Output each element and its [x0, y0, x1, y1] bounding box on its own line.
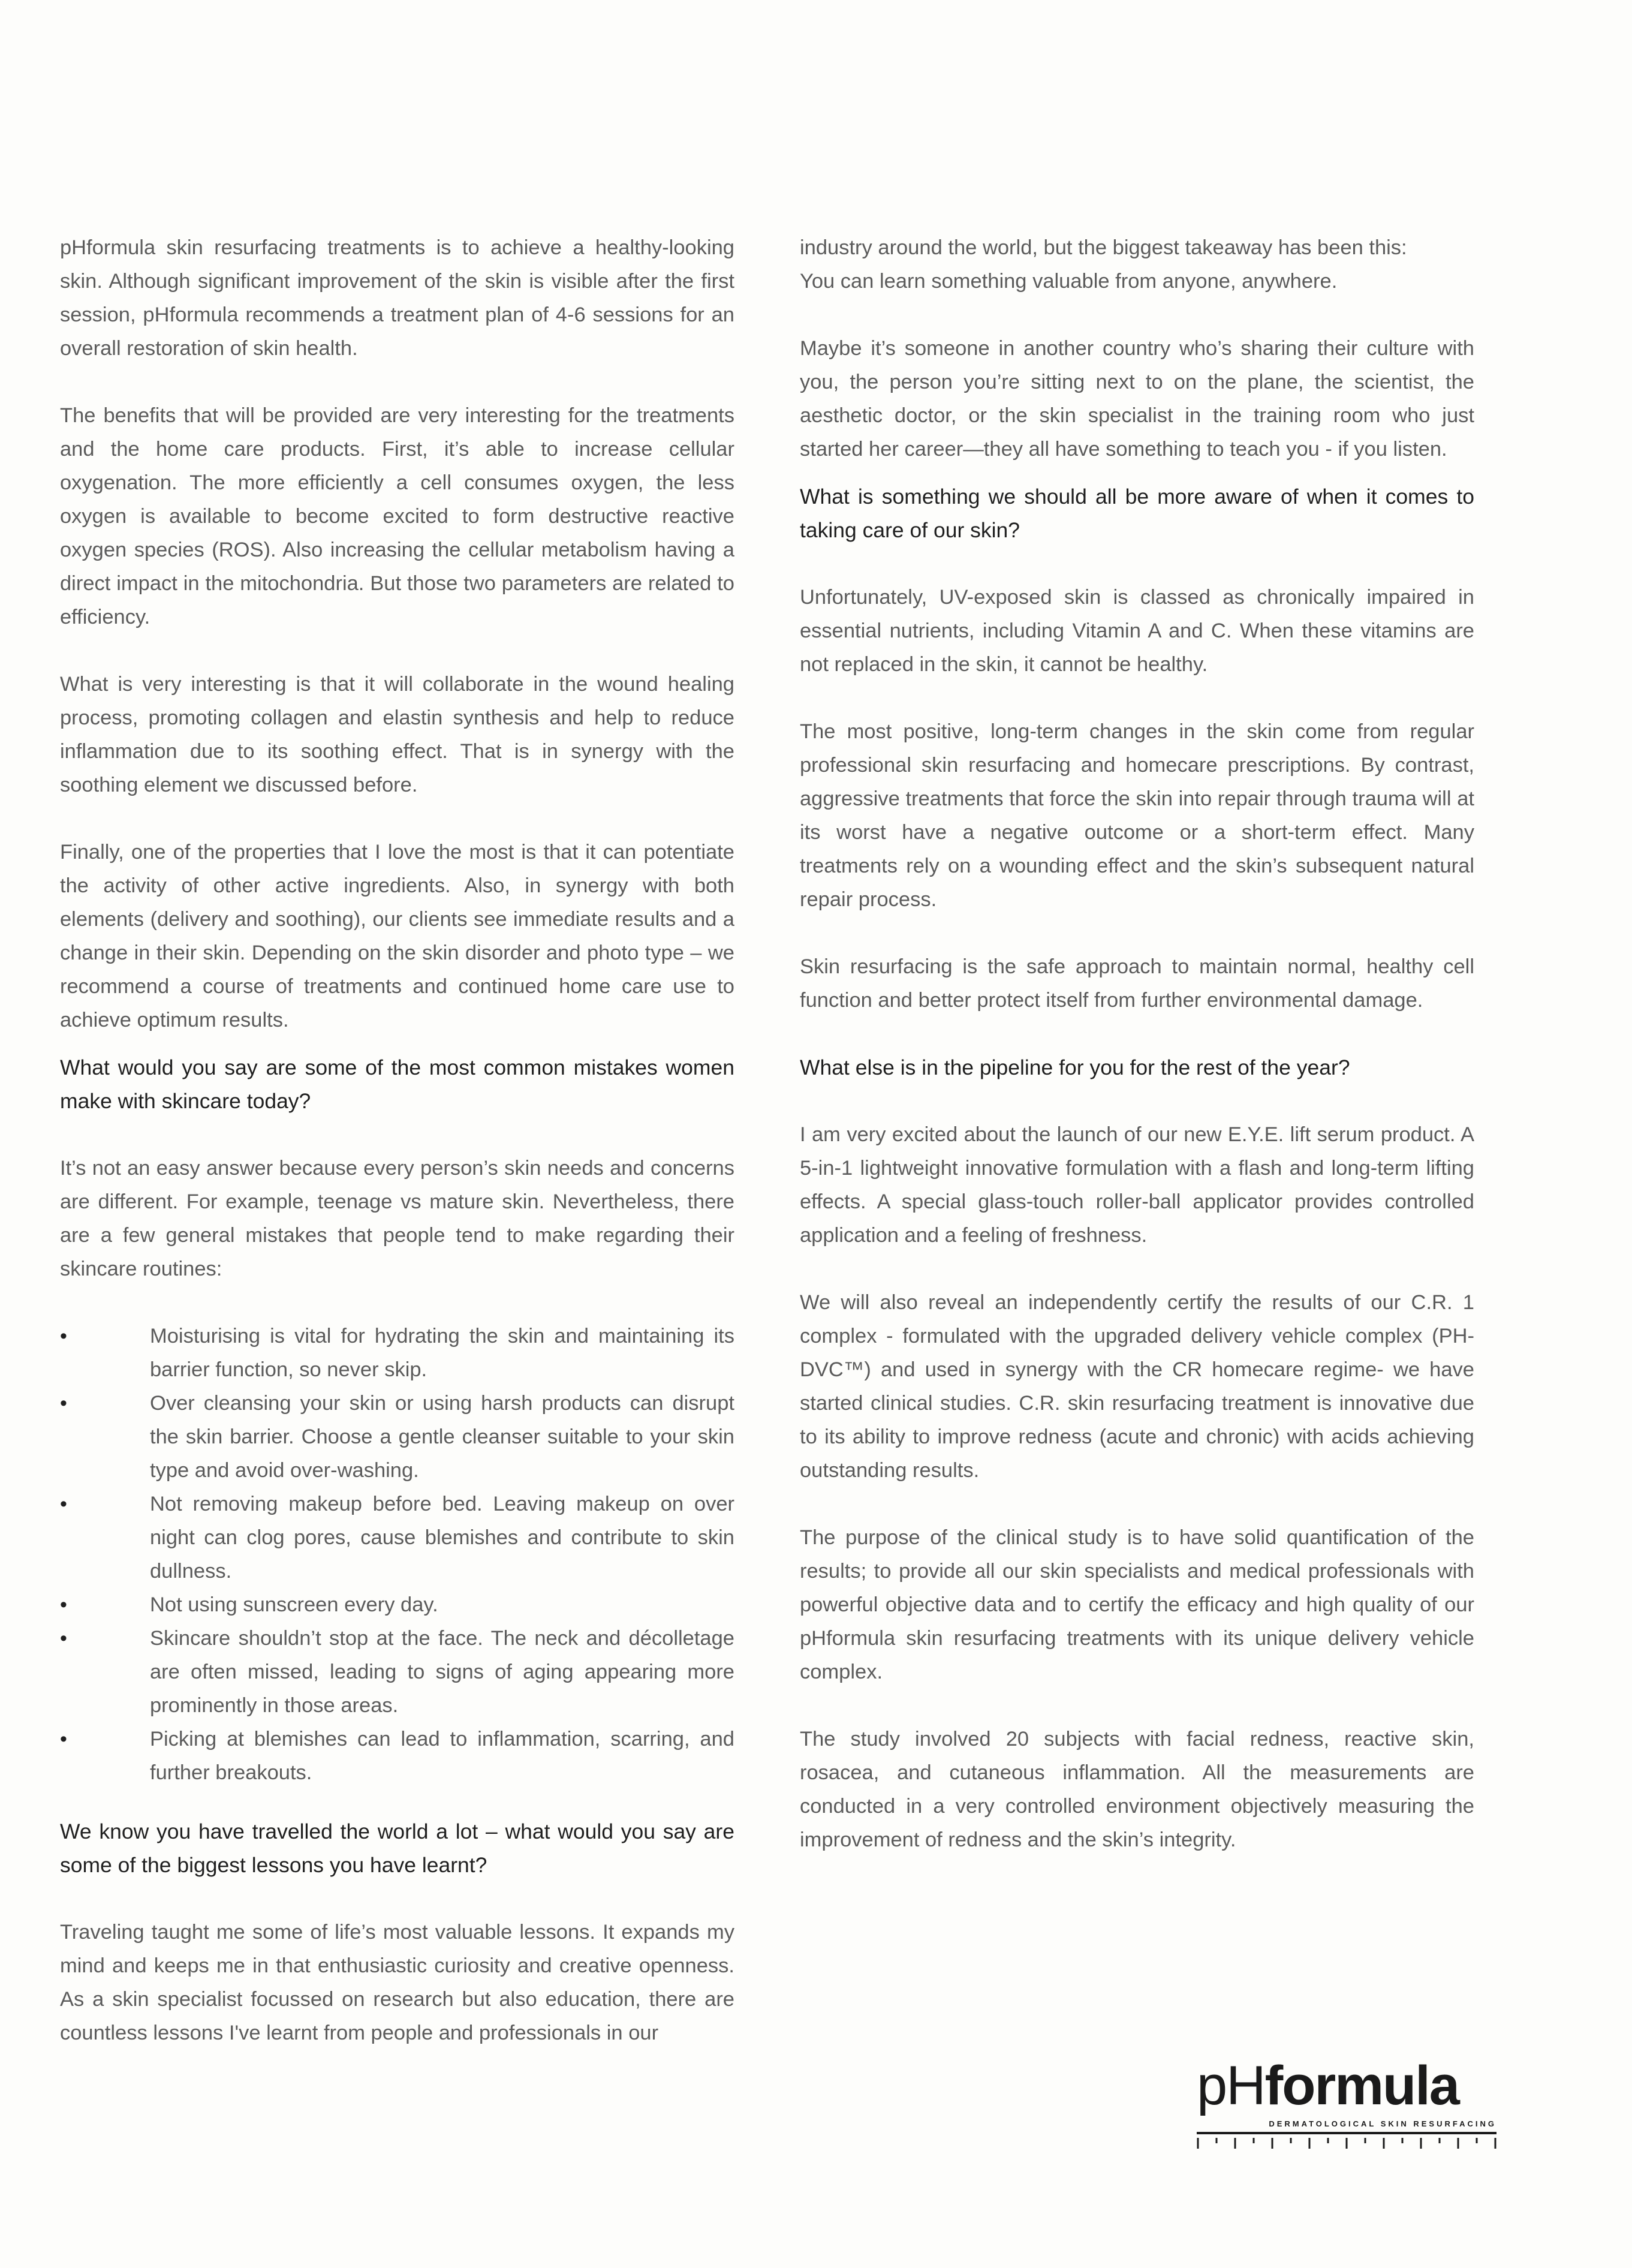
paragraph-maybe: Maybe it’s someone in another country who’s sharing their culture with you, the person you’re sitting next to on the plane, the scientist, the aesthetic doctor, or the skin specialist in the training room who just started her career—they all have something to teach you - if you listen. [800, 337, 1474, 461]
list-item-text: Moisturising is vital for hydrating the skin and maintaining its barrier function, so never skip. [150, 1325, 734, 1381]
bullet-icon: • [60, 1325, 67, 1347]
ruler-tick [1290, 2138, 1292, 2143]
intro-paragraph-3: What is very interesting is that it will collaborate in the wound healing process, promoting collagen and elastin synthesis and help to reduce inflammation due to its soothing effect. That is in synergy with the soothing element we discussed before. [60, 673, 734, 796]
list-item [60, 1622, 734, 1722]
ruler-tick [1327, 2138, 1329, 2143]
ruler-tick [1383, 2138, 1385, 2149]
list-item [60, 1487, 734, 1588]
list-item-text: Picking at blemishes can lead to inflammation, scarring, and further breakouts. [150, 1728, 734, 1784]
ruler-tick [1495, 2138, 1496, 2149]
ruler-tick [1234, 2138, 1236, 2149]
question-heading-mistakes: What would you say are some of the most common mistakes women make with skincare today? [60, 1055, 734, 1113]
list-item [60, 1319, 734, 1386]
left-column [60, 231, 734, 2083]
continued-line-2: You can learn something valuable from anyone, anywhere. [800, 270, 1338, 293]
ruler-tick [1309, 2138, 1311, 2149]
question-heading-awareness: What is something we should all be more aware of when it comes to taking care of our skin? [800, 485, 1474, 542]
answer-paragraph-travel: Traveling taught me some of life’s most valuable lessons. It expands my mind and keeps me in that enthusiastic curiosity and creative openness. As a skin specialist focussed on research but also education, there are countless lessons I've learnt from people and professionals in our [60, 1921, 734, 2044]
answer-paragraph-awareness-3: Skin resurfacing is the safe approach to maintain normal, healthy cell function and better protect itself from further environmental damage. [800, 955, 1474, 1012]
question-heading-travel: We know you have travelled the world a lot – what would you say are some of the biggest lessons you have learnt? [60, 1819, 734, 1877]
answer-paragraph-awareness-1: Unfortunately, UV-exposed skin is classed as chronically impaired in essential nutrients, including Vitamin A and C. When these vitamins are not replaced in the skin, it cannot be healthy. [800, 586, 1474, 676]
bullet-icon: • [60, 1593, 67, 1616]
answer-paragraph-pipeline-2: We will also reveal an independently certify the results of our C.R. 1 complex - formulated with the upgraded delivery vehicle complex (PH-DVC™) and used in synergy with the CR homecare regime- we have started clinical studies. C.R. skin resurfacing treatment is innovative due to its ability to improve redness (acute and chronic) with acids achieving outstanding results. [800, 1291, 1474, 1482]
phformula-logo [1197, 2055, 1496, 2149]
ruler-tick [1420, 2138, 1422, 2149]
list-item-text: Over cleansing your skin or using harsh products can disrupt the skin barrier. Choose a gentle cleanser suitable to your skin type and avoid over-washing. [150, 1392, 734, 1482]
list-item [60, 1588, 734, 1622]
bullet-icon: • [60, 1392, 67, 1415]
ruler-icon [1197, 2132, 1496, 2149]
intro-paragraph-4: Finally, one of the properties that I love the most is that it can potentiate the activity of other active ingredients. Also, in synergy with both elements (delivery and soothing), our clients see immediate results and a change in their skin. Depending on the skin disorder and photo type – we recommend a course of treatments and continued home care use to achieve optimum results. [60, 841, 734, 1031]
bullet-icon: • [60, 1493, 67, 1515]
answer-paragraph-pipeline-4: The study involved 20 subjects with facial redness, reactive skin, rosacea, and cutaneous inflammation. All the measurements are conducted in a very controlled environment objectively measuring the improvement of redness and the skin’s integrity. [800, 1728, 1474, 1851]
ruler-tick [1253, 2138, 1255, 2143]
logo-ph: pH [1197, 2055, 1265, 2116]
list-item [60, 1386, 734, 1487]
ruler-tick [1476, 2138, 1478, 2143]
ruler-tick [1458, 2138, 1459, 2149]
logo-wordmark [1197, 2055, 1496, 2116]
continued-paragraph [800, 231, 1474, 298]
answer-paragraph-pipeline-3: The purpose of the clinical study is to have solid quantification of the results; to provide all our skin specialists and medical professionals with powerful objective data and to certify the efficacy and high quality of our pHformula skin resurfacing treatments with its unique delivery vehicle complex. [800, 1526, 1474, 1683]
logo-tagline: DERMATOLOGICAL SKIN RESURFACING [1269, 2119, 1496, 2128]
answer-paragraph-pipeline-1: I am very excited about the launch of our new E.Y.E. lift serum product. A 5-in-1 lightweight innovative formulation with a flash and long-term lifting effects. A special glass-touch roller-ball applicator provides controlled application and a feeling of freshness. [800, 1123, 1474, 1247]
ruler-tick [1402, 2138, 1404, 2143]
bullet-icon: • [60, 1728, 67, 1750]
continued-line-1: industry around the world, but the biggest takeaway has been this: [800, 236, 1407, 259]
ruler-tick [1365, 2138, 1366, 2143]
bullet-icon: • [60, 1627, 67, 1650]
logo-formula: formula [1264, 2055, 1459, 2116]
list-item [60, 1722, 734, 1789]
ruler-tick [1272, 2138, 1273, 2149]
answer-paragraph-awareness-2: The most positive, long-term changes in the skin come from regular professional skin resurfacing and homecare prescriptions. By contrast, aggressive treatments that force the skin into repair through trauma will at its worst have a negative outcome or a short-term effect. Many treatments rely on a wounding effect and the skin’s subsequent natural repair process. [800, 720, 1474, 911]
list-item-text: Skincare shouldn’t stop at the face. The neck and décolletage are often missed, leading to signs of aging appearing more prominently in those areas. [150, 1627, 734, 1717]
intro-paragraph-2: The benefits that will be provided are very interesting for the treatments and the home care products. First, it’s able to increase cellular oxygenation. The more efficiently a cell consumes oxygen, the less oxygen is available to become excited to form destructive reactive oxygen species (ROS). Also increasing the cellular metabolism having a direct impact in the mitochondria. But those two parameters are related to efficiency. [60, 404, 734, 628]
ruler-tick [1439, 2138, 1441, 2143]
ruler-tick [1346, 2138, 1348, 2149]
mistakes-list [60, 1319, 734, 1789]
answer-paragraph-mistakes: It’s not an easy answer because every person’s skin needs and concerns are different. For example, teenage vs mature skin. Nevertheless, there are a few general mistakes that people tend to make regarding their skincare routines: [60, 1157, 734, 1280]
list-item-text: Not removing makeup before bed. Leaving makeup on over night can clog pores, cause blemishes and contribute to skin dullness. [150, 1493, 734, 1583]
intro-paragraph-1: pHformula skin resurfacing treatments is to achieve a healthy-looking skin. Although significant improvement of the skin is visible after the first session, pHformula recommends a treatment plan of 4-6 sessions for an overall restoration of skin health. [60, 236, 734, 360]
right-column [800, 231, 1474, 1890]
ruler-tick [1216, 2138, 1218, 2143]
list-item-text: Not using sunscreen every day. [150, 1593, 438, 1616]
ruler-tick [1197, 2138, 1199, 2149]
question-heading-pipeline: What else is in the pipeline for you for the rest of the year? [800, 1055, 1350, 1079]
